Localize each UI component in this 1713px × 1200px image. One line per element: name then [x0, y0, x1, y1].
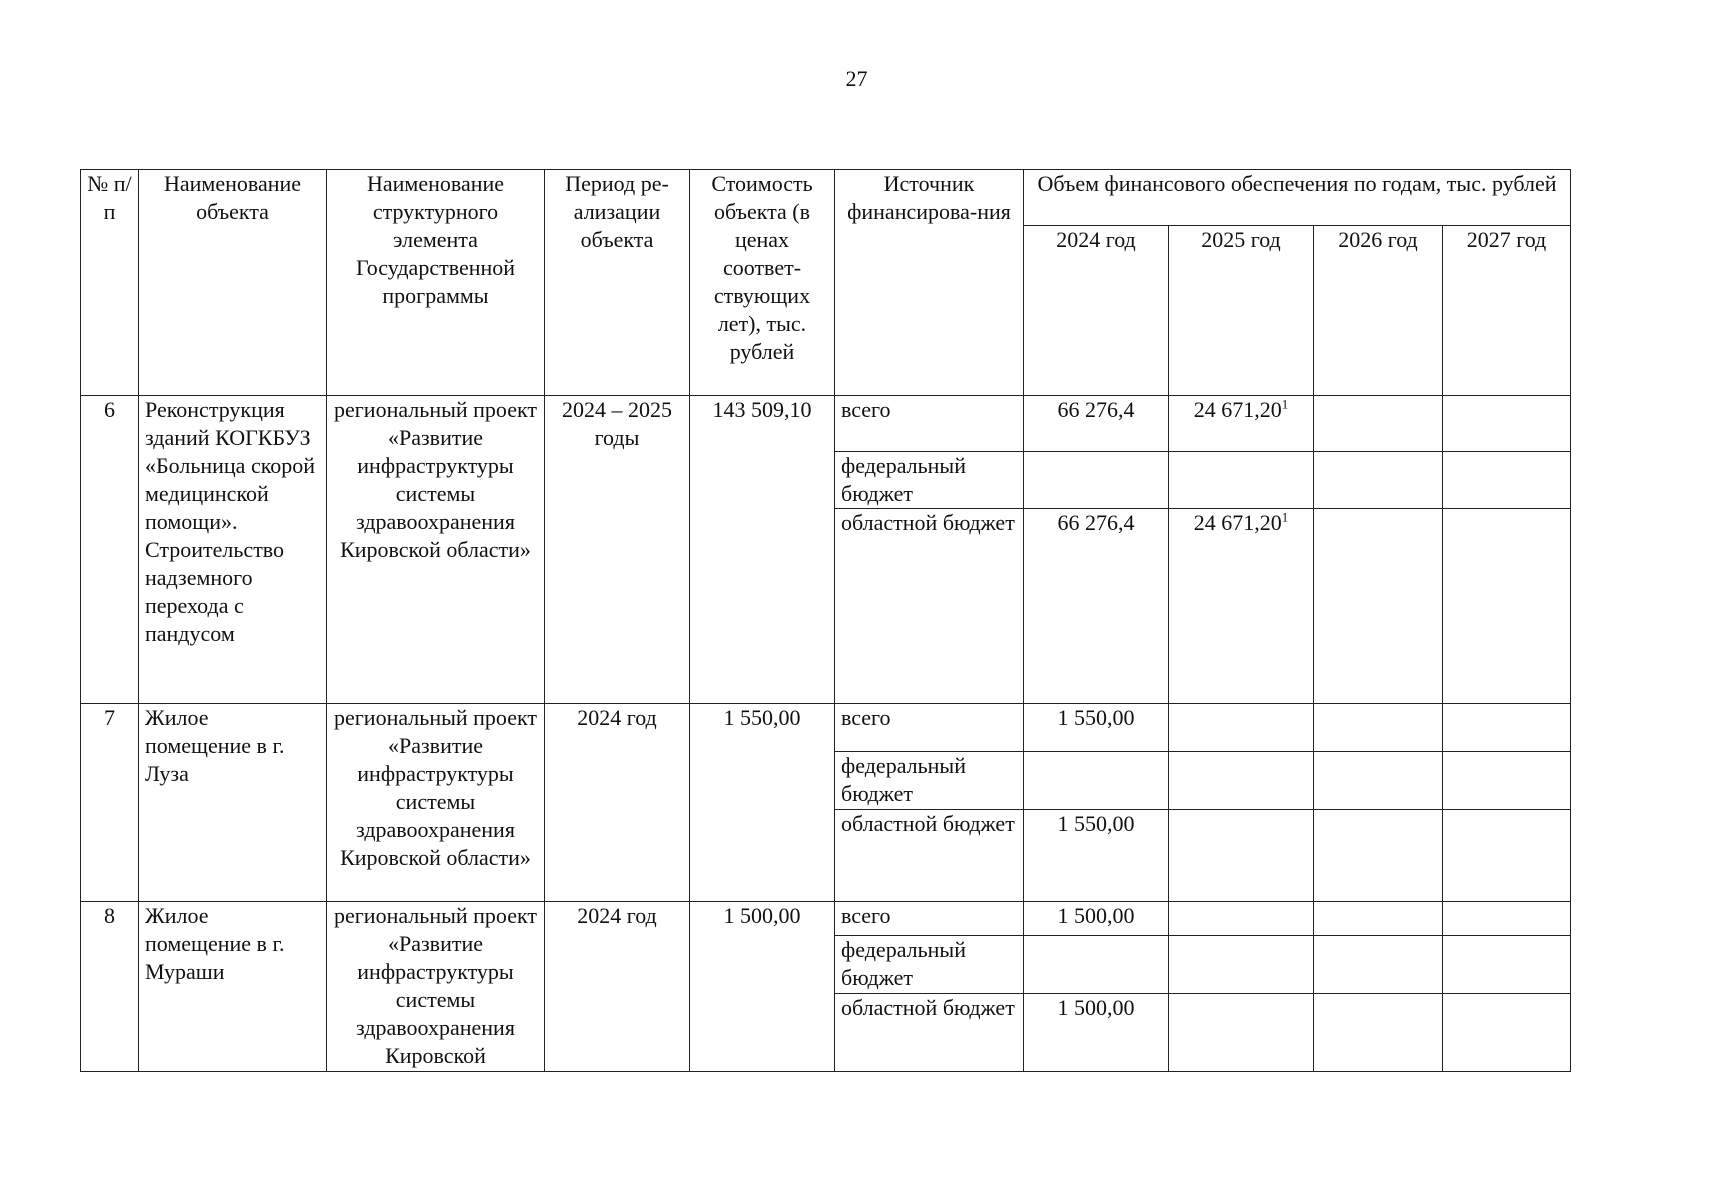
value-federal-2024 — [1024, 936, 1169, 994]
header-year-2024: 2024 год — [1024, 226, 1169, 396]
source-federal: федеральный бюджет — [835, 936, 1024, 994]
source-federal: федеральный бюджет — [835, 452, 1024, 509]
row-object: Жилое помещение в г. Мураши — [139, 902, 327, 1072]
row-period: 2024 – 2025 годы — [545, 396, 690, 704]
value-total-2026 — [1314, 704, 1443, 752]
row-period: 2024 год — [545, 902, 690, 1072]
source-regional: областной бюджет — [835, 994, 1024, 1072]
value-federal-2027 — [1443, 752, 1571, 810]
value-federal-2024 — [1024, 752, 1169, 810]
header-period: Период ре-ализации объекта — [545, 170, 690, 396]
value-regional-2025 — [1169, 994, 1314, 1072]
row-cost: 1 500,00 — [690, 902, 835, 1072]
row-cost: 1 550,00 — [690, 704, 835, 902]
value-total-2027 — [1443, 396, 1571, 452]
value-regional-2024: 66 276,4 — [1024, 509, 1169, 704]
header-year-2025: 2025 год — [1169, 226, 1314, 396]
source-regional: областной бюджет — [835, 810, 1024, 902]
row-object: Жилое помещение в г. Луза — [139, 704, 327, 902]
row-no: 7 — [81, 704, 139, 902]
value-total-2026 — [1314, 902, 1443, 936]
row-object: Реконструкция зданий КОГКБУЗ «Больница скорой медицинской помощи». Строительство надземного перехода с пандусом — [139, 396, 327, 704]
value-total-2025 — [1169, 396, 1314, 452]
value-federal-2025 — [1169, 936, 1314, 994]
header-volume: Объем финансового обеспечения по годам, тыс. рублей — [1024, 170, 1571, 226]
value-regional-2026 — [1314, 810, 1443, 902]
value-total-2025 — [1169, 704, 1314, 752]
value-regional-2024: 1 550,00 — [1024, 810, 1169, 902]
value-regional-2026 — [1314, 509, 1443, 704]
value-text: 24 671,20 — [1193, 397, 1282, 422]
source-federal: федеральный бюджет — [835, 752, 1024, 810]
value-total-2027 — [1443, 902, 1571, 936]
value-federal-2026 — [1314, 936, 1443, 994]
footnote-mark: 1 — [1281, 396, 1289, 412]
table-row — [81, 396, 1571, 452]
value-federal-2027 — [1443, 936, 1571, 994]
row-no: 6 — [81, 396, 139, 704]
value-federal-2026 — [1314, 452, 1443, 509]
source-regional: областной бюджет — [835, 509, 1024, 704]
value-total-2024: 66 276,4 — [1024, 396, 1169, 452]
value-regional-2024: 1 500,00 — [1024, 994, 1169, 1072]
value-regional-2027 — [1443, 810, 1571, 902]
row-period: 2024 год — [545, 704, 690, 902]
value-regional-2027 — [1443, 509, 1571, 704]
row-cost: 143 509,10 — [690, 396, 835, 704]
table-header-row — [81, 170, 1571, 226]
value-total-2027 — [1443, 704, 1571, 752]
value-regional-2027 — [1443, 994, 1571, 1072]
page-number: 27 — [845, 66, 868, 91]
source-total: всего — [835, 704, 1024, 752]
source-total: всего — [835, 396, 1024, 452]
header-no: № п/п — [81, 170, 139, 396]
source-total: всего — [835, 902, 1024, 936]
row-element: региональный проект «Развитие инфраструктуры системы здравоохранения Кировской — [327, 902, 545, 1072]
value-federal-2025 — [1169, 752, 1314, 810]
footnote-mark: 1 — [1281, 509, 1289, 525]
value-federal-2026 — [1314, 752, 1443, 810]
value-total-2024: 1 500,00 — [1024, 902, 1169, 936]
value-text: 24 671,20 — [1193, 510, 1282, 535]
table-row — [81, 704, 1571, 752]
header-year-2026: 2026 год — [1314, 226, 1443, 396]
table-row — [81, 902, 1571, 936]
header-object: Наименование объекта — [139, 170, 327, 396]
header-source: Источник финансирова-ния — [835, 170, 1024, 396]
value-total-2025 — [1169, 902, 1314, 936]
value-total-2024: 1 550,00 — [1024, 704, 1169, 752]
value-federal-2025 — [1169, 452, 1314, 509]
row-element: региональный проект «Развитие инфраструктуры системы здравоохранения Кировской области» — [327, 704, 545, 902]
value-total-2026 — [1314, 396, 1443, 452]
value-regional-2026 — [1314, 994, 1443, 1072]
value-federal-2027 — [1443, 452, 1571, 509]
value-regional-2025 — [1169, 509, 1314, 704]
header-year-2027: 2027 год — [1443, 226, 1571, 396]
value-federal-2024 — [1024, 452, 1169, 509]
row-element: региональный проект «Развитие инфраструктуры системы здравоохранения Кировской области» — [327, 396, 545, 704]
financing-table — [80, 169, 1571, 1072]
header-element: Наименование структурного элемента Государственной программы — [327, 170, 545, 396]
row-no: 8 — [81, 902, 139, 1072]
header-cost: Стоимость объекта (в ценах соответ-ствующих лет), тыс. рублей — [690, 170, 835, 396]
value-regional-2025 — [1169, 810, 1314, 902]
